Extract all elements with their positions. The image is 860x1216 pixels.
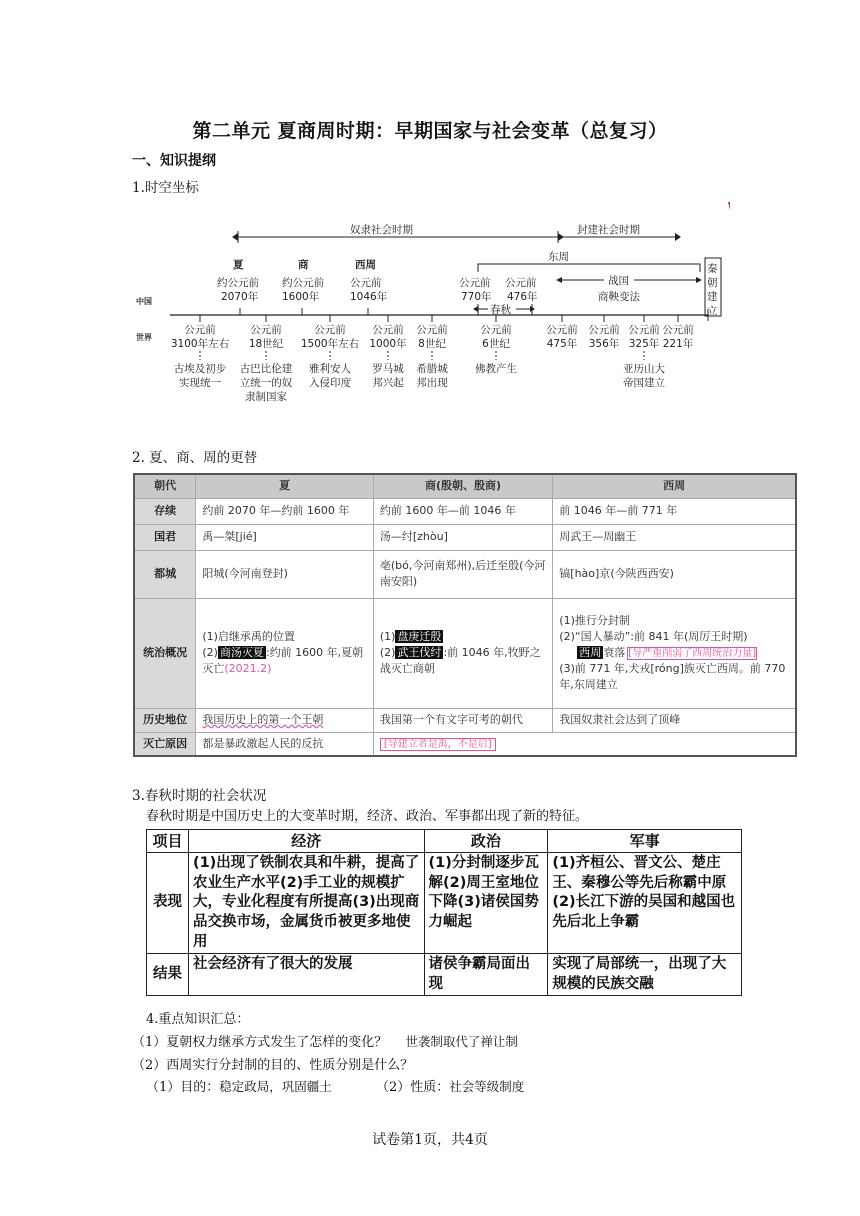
qin-char: 建	[707, 291, 718, 303]
event-label: 约公元前	[282, 277, 324, 289]
header-cell: 军事	[548, 830, 742, 853]
table-row	[134, 524, 796, 550]
cell-line	[559, 645, 789, 662]
row-label: 历史地位	[134, 708, 196, 732]
table-row	[134, 598, 796, 708]
east-zhou-label: 东周	[548, 251, 569, 263]
answer-text: 社会等级制度	[449, 1079, 525, 1094]
world-event-label: 公元前	[250, 324, 282, 336]
row-label: 都城	[134, 550, 196, 598]
world-event-desc: 邦兴起	[372, 377, 404, 389]
cell: 我国第一个有文字可考的朝代	[373, 708, 552, 732]
shang-yang-reform: 商鞅变法	[598, 291, 640, 303]
cell: 我国奴隶社会达到了顶峰	[553, 708, 796, 732]
world-event-desc: 立统一的奴	[239, 377, 293, 389]
cell: 都是暴政激起人民的反抗	[196, 732, 374, 756]
dynasty-table	[133, 473, 797, 757]
answer-label: （1）目的：	[146, 1080, 220, 1095]
world-event-desc: 实现统一	[179, 377, 221, 389]
header-cell: 经济	[188, 830, 424, 853]
text: :约前 1600 年,夏朝灭亡	[202, 646, 364, 675]
cell-line: (1)启继承禹的位置	[202, 630, 295, 644]
event-label: 公元前	[505, 277, 537, 289]
world-event-year: 8世纪	[418, 338, 446, 350]
cell: 阳城(今河南登封)	[196, 550, 374, 598]
row-label: 国君	[134, 524, 196, 550]
cell: 社会经济有了很大的发展	[188, 954, 424, 996]
row-label: 结果	[147, 954, 189, 996]
row-label: 表现	[147, 853, 189, 954]
event-year: 476年	[507, 291, 538, 303]
world-event-desc: 雅利安人	[309, 363, 351, 375]
event-label: 约公元前	[217, 277, 259, 289]
header-cell: 朝代	[134, 474, 196, 498]
cell: 亳(bó,今河南郑州),后迁至殷(今河南安阳)	[373, 550, 552, 598]
table-row	[134, 732, 796, 756]
exam-note: (2021.2)	[224, 661, 272, 675]
world-event-year: 1000年	[369, 338, 407, 350]
world-event-desc: 亚历山大	[623, 363, 665, 375]
answer-text: 世袭制取代了禅让制	[405, 1034, 518, 1049]
event-year: 1046年	[350, 291, 388, 303]
cell: 约前 2070 年—约前 1600 年	[196, 498, 374, 524]
feudal-period-label: 封建社会时期	[577, 224, 640, 236]
table-header-row	[147, 830, 742, 853]
text: (2)	[379, 646, 396, 660]
cell	[553, 598, 796, 708]
subsection-key-points: 4.重点知识汇总：	[146, 1012, 250, 1027]
world-event-label: 公元前	[546, 324, 578, 336]
world-event-year: 18世纪	[248, 338, 284, 350]
world-event-year: 221年	[662, 338, 694, 350]
world-event-desc: 古巴比伦建	[239, 363, 293, 375]
slave-period-label: 奴隶社会时期	[350, 224, 413, 236]
world-event-year: 1500年左右	[300, 338, 360, 350]
table-row	[147, 853, 742, 954]
row-label-china: 中国	[136, 297, 152, 306]
cell: (1)齐桓公、晋文公、楚庄王、秦穆公等先后称霸中原(2)长江下游的吴国和越国也先后北上争霸	[548, 853, 742, 954]
world-event-year: 325年	[628, 338, 660, 350]
page-footer: 试卷第1页，共4页	[372, 1132, 488, 1148]
qin-char: 立	[707, 305, 718, 317]
answer-label: （2）性质：	[375, 1080, 450, 1095]
world-event-year: 3100年左右	[170, 338, 230, 350]
world-event-label: 公元前	[184, 324, 216, 336]
question-1	[132, 1031, 518, 1050]
world-event-desc: 帝国建立	[623, 377, 665, 389]
cell: 前 1046 年—前 771 年	[553, 498, 796, 524]
cell: 诸侯争霸局面出现	[424, 954, 548, 996]
cell-line	[380, 629, 546, 645]
world-event-desc: 古埃及初步	[173, 363, 227, 375]
row-label: 统治概况	[134, 598, 196, 708]
table-row	[134, 550, 796, 598]
header-cell: 政治	[424, 830, 548, 853]
cell: 镐[hào]京(今陕西西安)	[553, 550, 796, 598]
text: 衰落	[603, 645, 626, 659]
cell	[373, 732, 796, 756]
row-label: 存续	[134, 498, 196, 524]
world-event-desc: 隶制国家	[245, 391, 287, 403]
zhanguo-label: 战国	[608, 275, 629, 287]
cell: 禹—桀[jié]	[196, 524, 374, 550]
header-cell: 夏	[196, 474, 374, 498]
world-event-year: 6世纪	[482, 338, 510, 350]
event-label: 公元前	[350, 277, 382, 289]
subsection-chunqiu: 3.春秋时期的社会状况	[132, 788, 267, 804]
world-event-desc: 希腊城	[416, 363, 448, 375]
table-row	[134, 498, 796, 524]
world-event-label: 公元前	[416, 324, 448, 336]
table-header-row	[134, 474, 796, 498]
answer-text: 稳定政局，巩固疆土	[219, 1079, 332, 1094]
world-event-label: 公元前	[480, 324, 512, 336]
event-label: 公元前	[459, 277, 491, 289]
world-event-year: 475年	[546, 338, 578, 350]
row-label: 灭亡原因	[134, 732, 196, 756]
header-cell: 西周	[553, 474, 796, 498]
section-heading: 一、知识提纲	[132, 153, 216, 169]
text: (1)	[379, 630, 396, 644]
dynasty-xia: 夏	[233, 259, 244, 271]
chunqiu-table	[146, 829, 742, 996]
cell-line: (2)“国人暴动”:前 841 年(周厉王时期)	[559, 629, 748, 643]
world-event-label: 公元前	[662, 324, 694, 336]
answer-2	[146, 1076, 524, 1095]
world-event-label: 公元前	[588, 324, 620, 336]
event-year: 2070年	[221, 291, 259, 303]
text: 我国历史上的第一个王朝	[202, 713, 324, 727]
world-event-desc: 罗马城	[372, 363, 404, 375]
event-year: 1600年	[282, 291, 320, 303]
world-event-desc: 佛教产生	[475, 363, 517, 375]
cell: 周武王—周幽王	[553, 524, 796, 550]
cell	[196, 598, 374, 708]
dynasty-xizhou: 西周	[355, 259, 376, 271]
page-title: 第二单元 夏商周时期：早期国家与社会变革（总复习）	[192, 120, 668, 142]
world-event-label: 公元前	[314, 324, 346, 336]
cell-line: (1)推行分封制	[559, 613, 630, 627]
cell-line: (3)前 771 年,犬戎[róng]族灭亡西周。前 770 年,东周建立	[559, 662, 786, 692]
question-2: （2）西周实行分封制的目的、性质分别是什么？	[132, 1058, 414, 1073]
row-label-world: 世界	[136, 333, 152, 342]
subsection-timeline: 1.时空坐标	[132, 180, 199, 196]
table-row	[147, 954, 742, 996]
cell: (1)出现了铁制农具和牛耕，提高了农业生产水平(2)手工业的规模扩大，专业化程度有所提高(3)出现商品交换市场，金属货币被更多地使用	[188, 853, 424, 954]
highlight: 商汤灭夏	[219, 646, 264, 660]
cell	[373, 598, 552, 708]
event-year: 770年	[461, 291, 492, 303]
exam-note: [导严重削弱了西周统治力量]	[628, 647, 757, 659]
text: :前 1046 年,牧野之战灭亡商朝	[379, 646, 541, 675]
world-event-year: 356年	[588, 338, 620, 350]
cell	[196, 708, 374, 732]
table-row	[134, 708, 796, 732]
timeline-diagram	[130, 200, 730, 410]
qin-char: 秦	[707, 263, 718, 275]
cell-line	[380, 645, 546, 677]
chunqiu-label: 春秋	[490, 304, 511, 316]
world-event-label: 公元前	[372, 324, 404, 336]
subsection-dynasties: 2. 夏、商、周的更替	[132, 450, 258, 466]
cell: 约前 1600 年—前 1046 年	[373, 498, 552, 524]
highlight: 西周	[579, 645, 602, 659]
question-text: （1）夏朝权力继承方式发生了怎样的变化？	[132, 1035, 388, 1050]
world-event-desc: 邦出现	[416, 377, 448, 389]
exam-note: [导建立者是禹，不是启]	[380, 738, 496, 751]
cell: 汤—纣[zhòu]	[373, 524, 552, 550]
highlight: 武王伐纣	[397, 646, 442, 660]
dynasty-shang: 商	[298, 259, 309, 271]
header-cell: 商(殷朝、殷商)	[373, 474, 552, 498]
intro-text: 春秋时期是中国历史上的大变革时期，经济、政治、军事都出现了新的特征。	[146, 809, 589, 824]
highlight: 盘庚迁殷	[397, 630, 442, 644]
world-event-label: 公元前	[628, 324, 660, 336]
cell-line	[202, 645, 367, 677]
cell: 实现了局部统一，出现了大规模的民族交融	[548, 954, 742, 996]
cell: (1)分封制逐步瓦解(2)周王室地位下降(3)诸侯国势力崛起	[424, 853, 548, 954]
header-cell: 项目	[147, 830, 189, 853]
text: (2)	[202, 646, 218, 660]
world-event-desc: 入侵印度	[309, 377, 351, 389]
qin-char: 朝	[707, 277, 718, 289]
